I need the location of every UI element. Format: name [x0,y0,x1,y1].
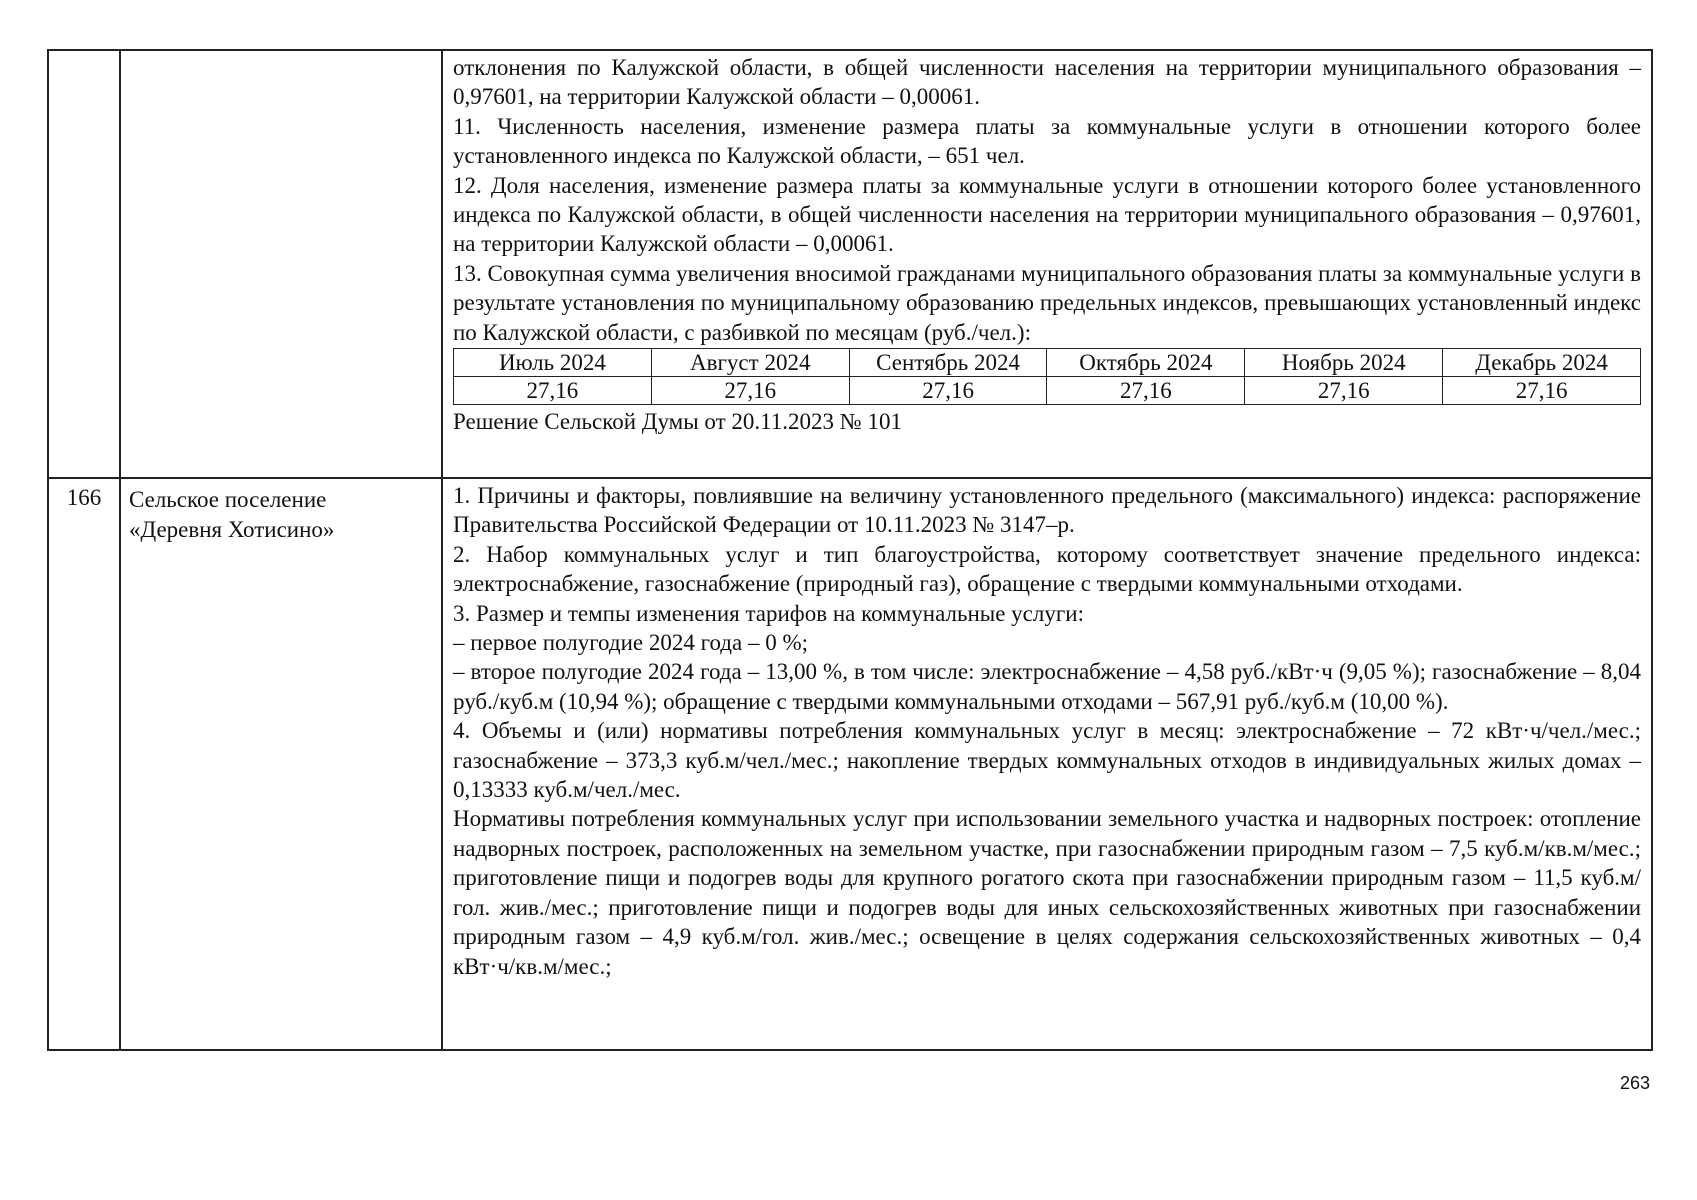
row-number-cell: 166 [48,478,120,1050]
description-cell [442,50,1652,478]
month-header: Сентябрь 2024 [849,349,1047,377]
paragraph: 13. Совокупная сумма увеличения вносимой гражданами муниципального образования платы за коммунальные услуги в результате установления по муниципальному образованию предельных индексов, превышающих установленный индекс по Калужской области, с разбивкой по месяцам (руб./чел.): [453,260,1641,345]
paragraph: Нормативы потребления коммунальных услуг при использовании земельного участка и надворных построек: отопление надворных построек, расположенных на земельном участке, при газоснабжении природным газом – 7,5 куб.м/кв.м/мес.; приготовление пищи и подогрев воды для крупного рогатого скота при газоснабжении природным газом – 11,5 куб.м/гол. жив./мес.; приготовление пищи и подогрев воды для иных сельскохозяйственных животных при газоснабжении природным газом – 4,9 куб.м/гол. жив./мес.; освещение в целях содержания сельскохозяйственных животных – 0,4 кВт·ч/кв.м/мес.; [453,806,1641,979]
paragraph: – второе полугодие 2024 года – 13,00 %, в том числе: электроснабжение – 4,58 руб./кВт·ч (9,05 %); газоснабжение – 8,04 руб./куб.м (10,94 %); обращение с твердыми коммунальными отходами – 567,91 руб./куб.м (10,00 %). [453,659,1641,714]
paragraph: 11. Численность населения, изменение размера платы за коммунальные услуги в отношении которого более установленного индекса по Калужской области, – 651 чел. [453,113,1641,169]
row-number-cell [48,50,120,478]
paragraph: 12. Доля населения, изменение размера платы за коммунальные услуги в отношении которого более установленного индекса по Калужской области, в общей численности населения на территории муниципального образования – 0,97601, на территории Калужской области – 0,00061. [453,172,1641,257]
month-value: 27,16 [1443,377,1641,405]
month-value-row [454,377,1641,405]
paragraph: отклонения по Калужской области, в общей численности населения на территории муниципального образования – 0,97601, на территории Калужской области – 0,00061. [453,55,1641,110]
paragraph: 3. Размер и темпы изменения тарифов на коммунальные услуги: [453,600,1084,626]
page-number: 263 [1620,1073,1651,1093]
month-header: Декабрь 2024 [1443,349,1641,377]
month-header: Ноябрь 2024 [1245,349,1443,377]
description-cell [442,478,1652,1050]
paragraph: 1. Причины и факторы, повлиявшие на величину установленного предельного (максимального) индекса: распоряжение Правительства Российской Федерации от 10.11.2023 № 3147–р. [453,483,1641,538]
municipality-name-cell [120,478,442,1050]
month-value: 27,16 [849,377,1047,405]
month-header: Август 2024 [651,349,849,377]
municipality-name-cell [120,50,442,478]
paragraph: – первое полугодие 2024 года – 0 %; [453,630,809,656]
main-table [47,49,1653,1051]
month-value: 27,16 [454,377,652,405]
municipality-name-line: Сельское поселение [129,487,327,512]
month-value: 27,16 [1047,377,1245,405]
paragraph: 2. Набор коммунальных услуг и тип благоустройства, которому соответствует значение предельного индекса: электроснабжение, газоснабжение (природный газ), обращение с твердыми коммунальными отходами. [453,541,1641,597]
table-row [48,478,1652,1050]
month-header-row [454,349,1641,377]
month-value: 27,16 [651,377,849,405]
month-header: Октябрь 2024 [1047,349,1245,377]
municipality-name-line: «Деревня Хотисино» [129,517,335,542]
month-header: Июль 2024 [454,349,652,377]
month-value: 27,16 [1245,377,1443,405]
decision-reference: Решение Сельской Думы от 20.11.2023 № 101 [453,409,902,435]
paragraph: 4. Объемы и (или) нормативы потребления коммунальных услуг в месяц: электроснабжение – 72 кВт·ч/чел./мес.; газоснабжение – 373,3 куб.м/чел./мес.; накопление твердых коммунальных отходов в индивидуальных жилых домах – 0,13333 куб.м/чел./мес. [453,718,1641,803]
table-row [48,50,1652,478]
monthly-amount-table [453,348,1641,405]
